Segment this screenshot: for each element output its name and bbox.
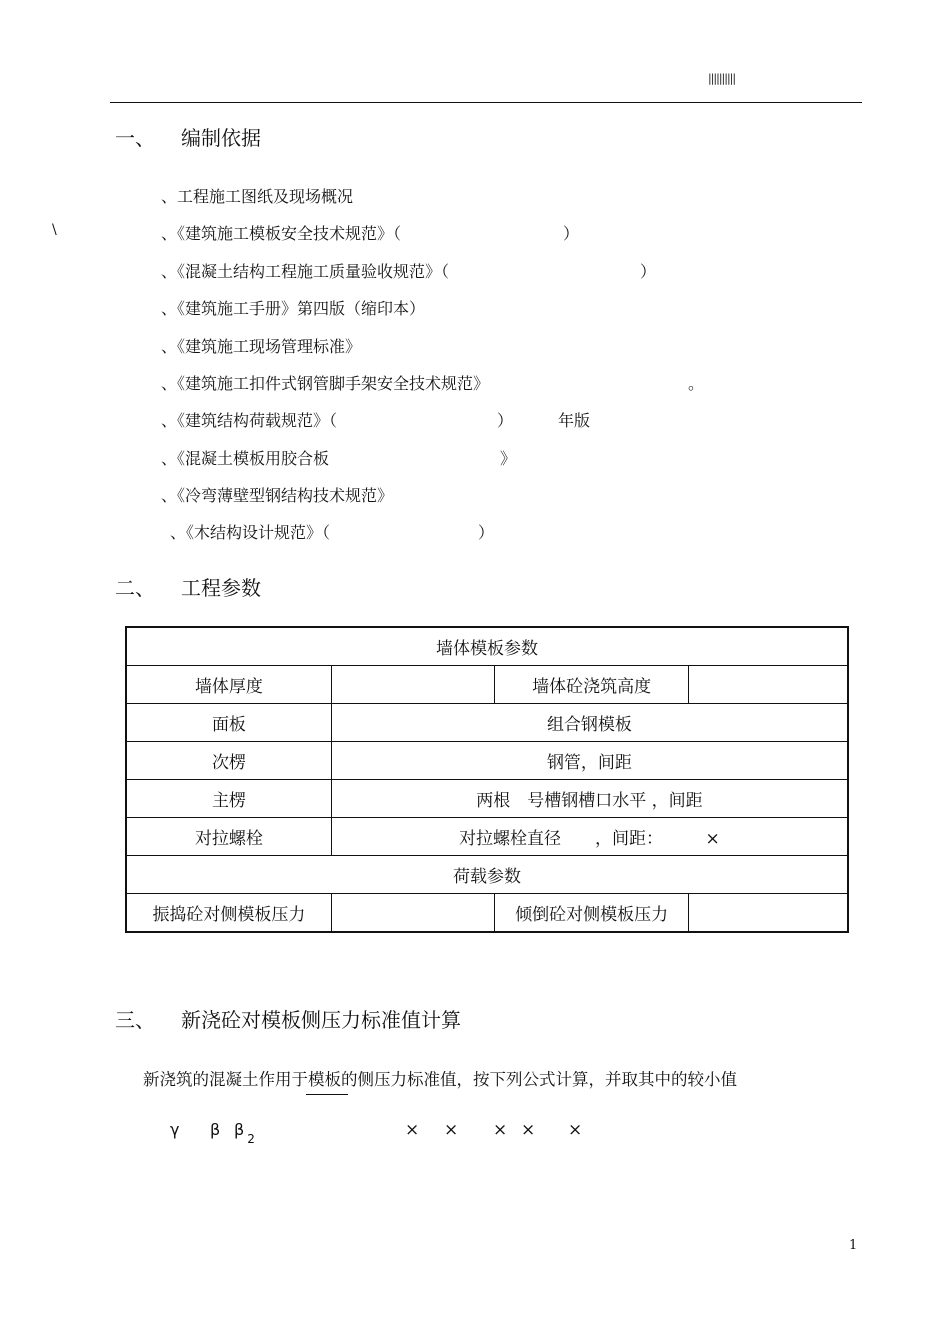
basis-item: 、《建筑施工扣件式钢管脚手架安全技术规范》 xyxy=(161,374,490,393)
table-cell: 次楞 xyxy=(126,742,331,780)
section1-number: 一、 xyxy=(115,126,155,150)
table-cell-empty xyxy=(331,894,495,933)
section1-heading xyxy=(115,122,261,151)
table-cell: 振捣砼对侧模板压力 xyxy=(126,894,331,933)
basis-item: 、《建筑施工现场管理标准》 xyxy=(161,337,362,356)
table-row xyxy=(126,627,848,666)
times-sign: × xyxy=(568,1120,583,1140)
table-cell: 两根 号槽钢槽口水平 ，间距 xyxy=(331,780,848,818)
table-subtitle: 荷载参数 xyxy=(126,856,848,894)
beta1-symbol: β xyxy=(210,1120,221,1139)
table-row xyxy=(126,742,848,780)
close-paren: ） xyxy=(640,262,657,281)
table-cell-empty xyxy=(331,666,495,704)
section3-number: 三、 xyxy=(115,1008,155,1032)
beta2-symbol: β xyxy=(234,1120,245,1139)
table-cell: 对拉螺栓 xyxy=(126,818,331,856)
table-row xyxy=(126,780,848,818)
table-cell: 主楞 xyxy=(126,780,331,818)
basis-item: 、《建筑结构荷载规范》（ xyxy=(161,411,338,430)
section2-heading xyxy=(115,572,261,601)
section1-title: 编制依据 xyxy=(181,126,261,150)
header-rule xyxy=(110,102,862,103)
table-title: 墙体模板参数 xyxy=(126,627,848,666)
table-cell: 面板 xyxy=(126,704,331,742)
basis-item: 、《建筑施工模板安全技术规范》（ xyxy=(161,224,402,243)
table-cell: 墙体砼浇筑高度 xyxy=(495,666,689,704)
times-sign: × xyxy=(444,1120,459,1140)
table-cell: 钢管，间距 xyxy=(331,742,848,780)
close-paren: ） xyxy=(563,224,580,243)
basis-item: 、《冷弯薄壁型钢结构技术规范》 xyxy=(161,486,394,505)
table-cell: 对拉螺栓直径 ，间距： × xyxy=(331,818,848,856)
gamma-symbol: γ xyxy=(170,1120,180,1139)
section2-number: 二、 xyxy=(115,576,155,600)
header-mark: |||||||||| xyxy=(708,72,736,85)
close-book-mark: 》 xyxy=(500,449,517,468)
underline-mark xyxy=(306,1094,348,1095)
section3-heading xyxy=(115,1004,461,1033)
subscript-2: 2 xyxy=(247,1132,255,1146)
table-cell: 墙体厚度 xyxy=(126,666,331,704)
basis-item: 、《木结构设计规范》（ xyxy=(170,523,331,542)
times-sign: × xyxy=(493,1120,508,1140)
table-row xyxy=(126,818,848,856)
section3-title: 新浇砼对模板侧压力标准值计算 xyxy=(181,1008,461,1032)
table-row xyxy=(126,856,848,894)
table-cell: 倾倒砼对侧模板压力 xyxy=(495,894,689,933)
basis-item: 、工程施工图纸及现场概况 xyxy=(161,187,354,206)
period-mark: 。 xyxy=(688,374,705,393)
stray-mark: \ xyxy=(52,222,57,238)
section3-paragraph: 新浇筑的混凝土作用于模板的侧压力标准值，按下列公式计算，并取其中的较小值 xyxy=(143,1070,737,1089)
table-row xyxy=(126,704,848,742)
times-sign: × xyxy=(521,1120,536,1140)
page-number: 1 xyxy=(849,1238,858,1253)
formula-symbols xyxy=(170,1120,255,1146)
times-sign: × xyxy=(405,1120,420,1140)
table-row xyxy=(126,894,848,933)
basis-item: 、《混凝土结构工程施工质量验收规范》（ xyxy=(161,262,450,281)
table-cell-empty xyxy=(688,666,848,704)
table-cell: 组合钢模板 xyxy=(331,704,848,742)
table-row xyxy=(126,666,848,704)
close-paren: ） xyxy=(497,411,514,430)
year-edition: 年版 xyxy=(558,411,591,430)
basis-item: 、《混凝土模板用胶合板 xyxy=(161,449,330,468)
table-cell-empty xyxy=(688,894,848,933)
params-table xyxy=(125,626,849,933)
section2-title: 工程参数 xyxy=(181,576,261,600)
close-paren: ） xyxy=(478,523,495,542)
basis-item: 、《建筑施工手册》第四版（缩印本） xyxy=(161,299,426,318)
